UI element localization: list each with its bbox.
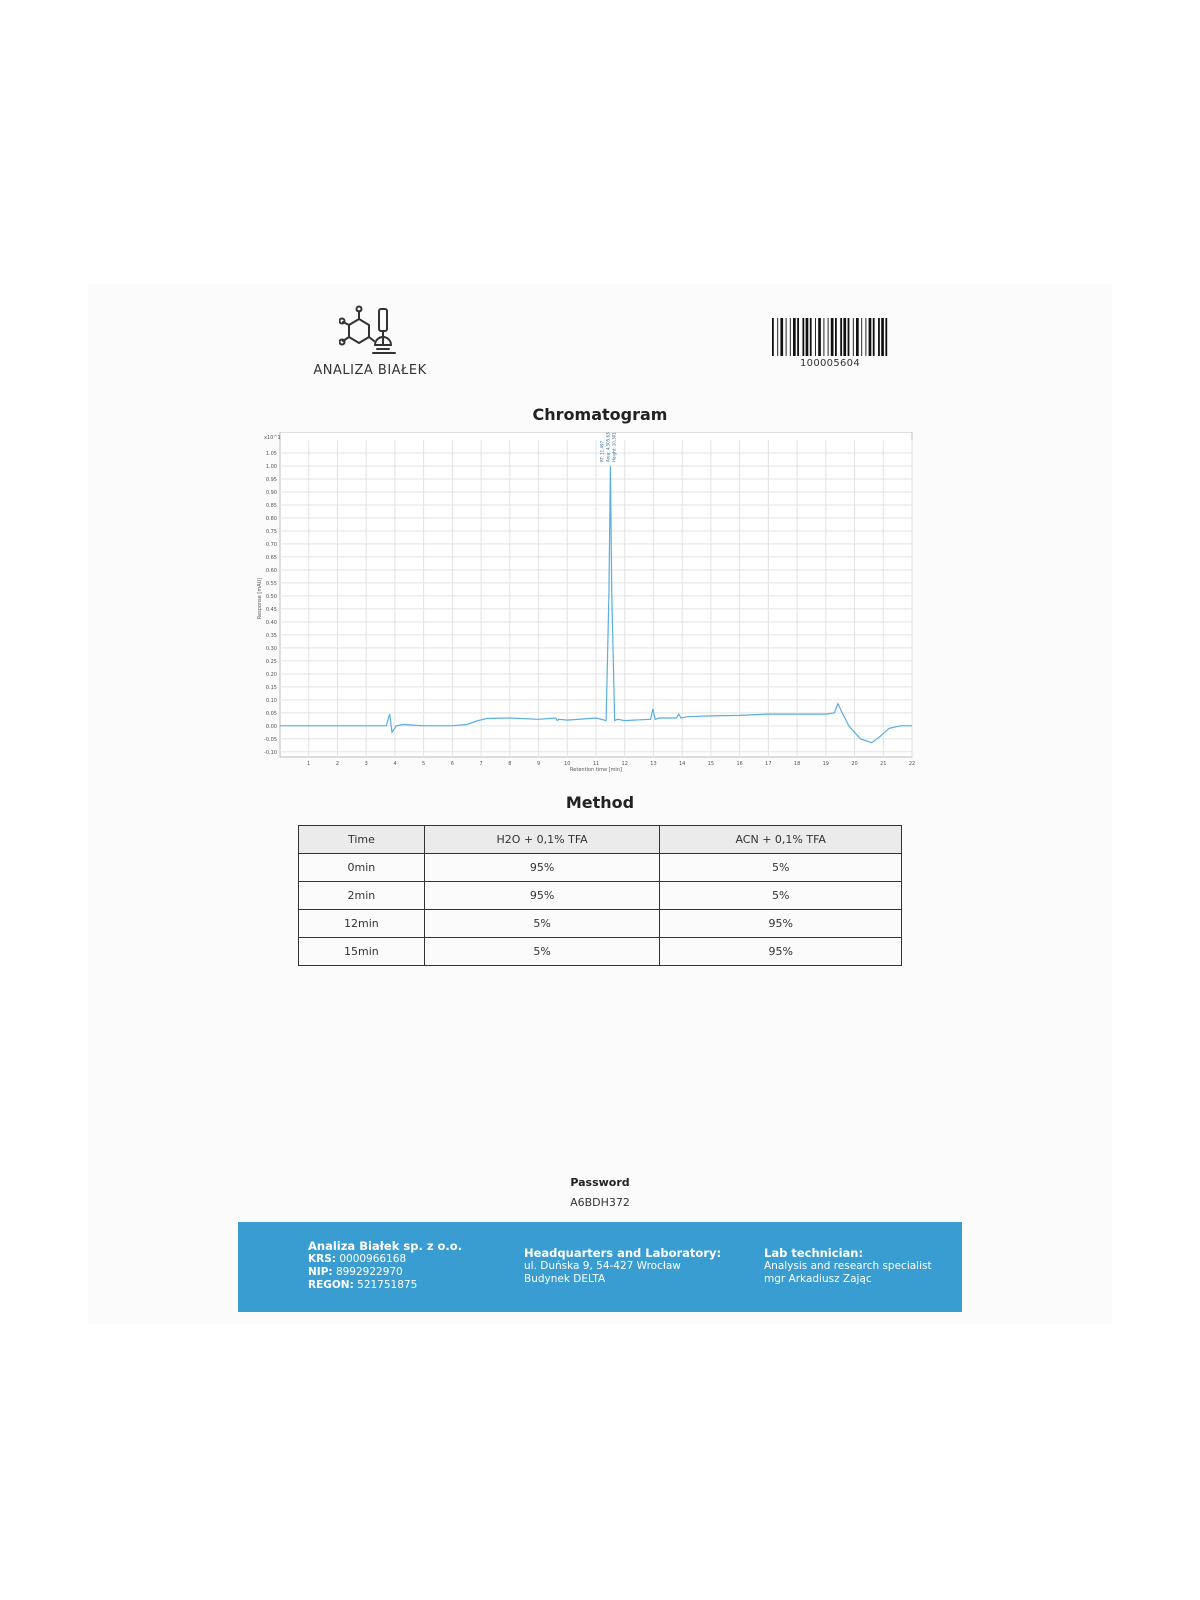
- table-row: [299, 938, 902, 966]
- barcode-bar: [790, 318, 791, 356]
- barcode-bar: [831, 318, 834, 356]
- peak-annotation: RT: 11.497: [599, 440, 605, 462]
- regon-line: [308, 1279, 462, 1292]
- table-row: [299, 910, 902, 938]
- regon-value: 521751875: [357, 1279, 418, 1291]
- x-tick-label: 11: [592, 761, 600, 767]
- tech-title: Lab technician:: [764, 1246, 864, 1260]
- barcode-bar: [802, 318, 804, 356]
- x-tick-label: 18: [793, 761, 801, 767]
- peak-annotation: Area: 4,305,632.1: [605, 432, 611, 462]
- y-tick-label: 0.80: [265, 515, 277, 522]
- y-tick-label: 0.55: [265, 580, 277, 587]
- method-header-row: [299, 826, 902, 854]
- y-tick-label: -0.10: [264, 749, 277, 756]
- y-tick-label: 0.95: [265, 476, 277, 483]
- barcode-bar: [861, 318, 862, 356]
- x-tick-label: 7: [479, 761, 483, 767]
- x-tick-label: 8: [508, 761, 512, 767]
- y-tick-label: 0.30: [265, 645, 277, 652]
- barcode-bar: [780, 318, 783, 356]
- barcode-bar: [885, 318, 887, 356]
- barcode-bar: [853, 318, 854, 356]
- cell-acn: 95%: [660, 938, 902, 966]
- barcode-bar: [873, 318, 875, 356]
- x-tick-label: 13: [650, 761, 657, 767]
- x-tick-label: 14: [678, 761, 686, 767]
- y-tick-label: 0.65: [265, 554, 277, 561]
- chromatogram-chart: [255, 432, 935, 787]
- cell-time: 12min: [299, 910, 425, 938]
- barcode-bar: [835, 318, 837, 356]
- cell-acn: 5%: [660, 854, 902, 882]
- y-tick-label: 0.85: [265, 502, 277, 509]
- method-table: [298, 825, 902, 966]
- cell-h2o: 5%: [424, 910, 660, 938]
- x-tick-label: 9: [536, 761, 541, 767]
- barcode-bar: [777, 318, 778, 356]
- y-tick-label: -0.05: [264, 736, 277, 743]
- barcode-bar: [840, 318, 842, 356]
- cell-h2o: 95%: [424, 854, 660, 882]
- table-row: [299, 854, 902, 882]
- y-tick-label: 0.25: [265, 658, 277, 665]
- table-row: [299, 882, 902, 910]
- y-tick-label: 0.60: [265, 567, 277, 574]
- y-tick-label: 0.35: [265, 632, 277, 639]
- x-tick-label: 12: [621, 761, 628, 767]
- barcode-number: 100005604: [800, 358, 860, 369]
- barcode-bar: [810, 318, 812, 356]
- brand-name: ANALIZA BIAŁEK: [313, 363, 427, 378]
- password-value: A6BDH372: [570, 1196, 630, 1209]
- barcode-bar: [848, 318, 850, 356]
- y-tick-label: 1.00: [265, 463, 277, 470]
- barcode-bar: [806, 318, 809, 356]
- chromatogram-svg: [255, 432, 935, 787]
- x-tick-label: 17: [765, 761, 772, 767]
- y-tick-label: 0.90: [265, 489, 277, 496]
- krs-label: KRS:: [308, 1253, 336, 1265]
- y-axis-label: Response [mAU]: [257, 577, 263, 620]
- footer-headquarters: [524, 1247, 721, 1286]
- y-multiplier: x10^1: [264, 435, 281, 441]
- cell-time: 2min: [299, 882, 425, 910]
- barcode-bar: [865, 318, 866, 356]
- barcode-bar: [797, 318, 799, 356]
- x-tick-label: 2: [335, 761, 340, 767]
- barcode-bar: [881, 318, 884, 356]
- cell-acn: 5%: [660, 882, 902, 910]
- chromatogram-title: Chromatogram: [532, 405, 668, 424]
- footer-company: [308, 1240, 462, 1292]
- x-tick-label: 21: [880, 761, 887, 767]
- x-tick-label: 10: [564, 761, 571, 767]
- x-tick-label: 3: [364, 761, 368, 767]
- hq-address: ul. Duńska 9, 54-427 Wrocław: [524, 1260, 681, 1272]
- y-tick-label: 0.00: [265, 723, 277, 730]
- hq-title: Headquarters and Laboratory:: [524, 1246, 722, 1260]
- y-tick-label: 0.70: [265, 541, 277, 548]
- company-name: Analiza Białek sp. z o.o.: [308, 1239, 463, 1253]
- barcode-bar: [843, 318, 846, 356]
- tech-name: mgr Arkadiusz Zając: [764, 1273, 872, 1285]
- password-label: Password: [570, 1176, 630, 1189]
- footer-bar: [238, 1222, 962, 1312]
- header-time: Time: [299, 826, 425, 854]
- y-tick-label: 0.05: [265, 710, 277, 717]
- barcode-bar: [856, 318, 859, 356]
- y-tick-label: 0.20: [265, 671, 277, 678]
- header-h2o: H2O + 0,1% TFA: [424, 826, 660, 854]
- x-tick-label: 1: [307, 761, 311, 767]
- hq-building: Budynek DELTA: [524, 1273, 606, 1285]
- barcode-bar: [878, 318, 880, 356]
- x-tick-label: 16: [736, 761, 743, 767]
- barcode-bar: [772, 318, 774, 356]
- cell-h2o: 95%: [424, 882, 660, 910]
- barcode-bar: [793, 318, 796, 356]
- x-tick-label: 4: [393, 761, 397, 767]
- x-tick-label: 20: [851, 761, 858, 767]
- nip-line: [308, 1266, 462, 1279]
- cell-time: 0min: [299, 854, 425, 882]
- y-tick-label: 0.15: [265, 684, 277, 691]
- y-tick-label: 0.75: [265, 528, 277, 535]
- tech-role: Analysis and research specialist: [764, 1260, 932, 1272]
- y-tick-label: 1.05: [265, 450, 277, 457]
- y-tick-label: 0.40: [265, 619, 277, 626]
- y-tick-label: 0.10: [265, 697, 277, 704]
- barcode-bar: [786, 318, 787, 356]
- method-title: Method: [565, 793, 635, 812]
- barcode-bar: [869, 318, 872, 356]
- nip-value: 8992922970: [335, 1266, 403, 1278]
- footer-technician: [764, 1247, 932, 1286]
- header-acn: ACN + 0,1% TFA: [660, 826, 902, 854]
- krs-value: 0000966168: [339, 1253, 407, 1265]
- peak-annotation: Height: 10,301.14: [611, 432, 617, 462]
- barcode-bar: [818, 318, 821, 356]
- cell-acn: 95%: [660, 910, 902, 938]
- regon-label: REGON:: [308, 1279, 354, 1291]
- barcode-bars: [770, 318, 890, 356]
- molecule-microscope-icon: [339, 305, 401, 361]
- x-tick-label: 5: [422, 761, 426, 767]
- x-tick-label: 22: [908, 761, 916, 767]
- cell-h2o: 5%: [424, 938, 660, 966]
- y-tick-label: 0.50: [265, 593, 277, 600]
- barcode: [770, 318, 890, 369]
- y-tick-label: 0.45: [265, 606, 277, 613]
- barcode-bar: [828, 318, 829, 356]
- x-tick-label: 15: [707, 761, 715, 767]
- x-tick-label: 6: [450, 761, 454, 767]
- password-block: [0, 1176, 1200, 1209]
- x-tick-label: 19: [822, 761, 830, 767]
- brand-logo: [305, 305, 435, 378]
- krs-line: [308, 1253, 462, 1266]
- barcode-bar: [823, 318, 824, 356]
- barcode-bar: [815, 318, 816, 356]
- x-axis-label: Retention time [min]: [570, 767, 622, 773]
- nip-label: NIP:: [308, 1266, 333, 1278]
- cell-time: 15min: [299, 938, 425, 966]
